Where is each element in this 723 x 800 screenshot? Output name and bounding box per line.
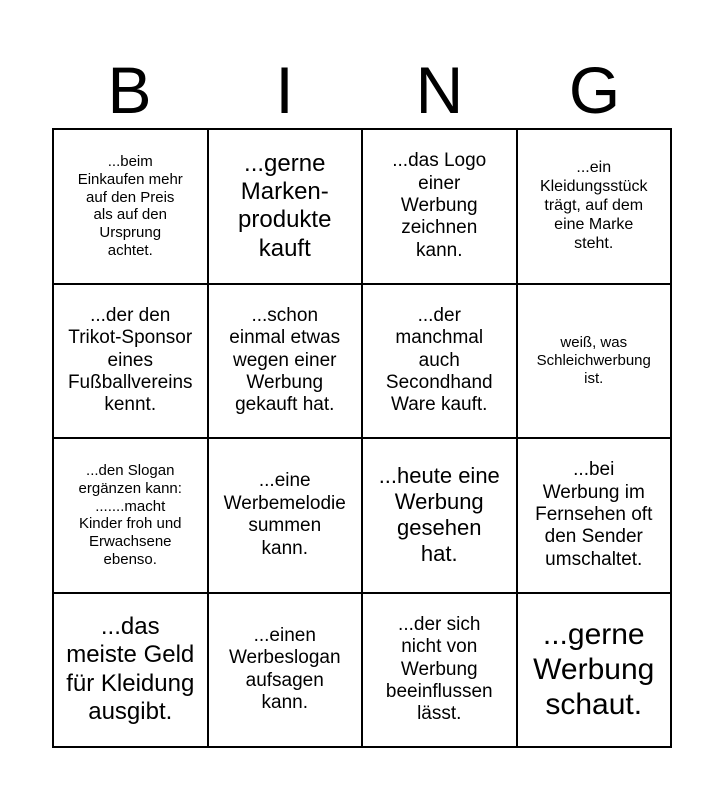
bingo-title bbox=[52, 52, 672, 128]
bingo-cell bbox=[54, 285, 209, 440]
bingo-cell bbox=[518, 285, 673, 440]
bingo-cell bbox=[54, 439, 209, 594]
cell-text: ...bei Werbung im Fernsehen oft den Sender umschaltet. bbox=[535, 459, 653, 570]
bingo-cell bbox=[363, 594, 518, 749]
cell-text: weiß, was Schleichwerbung ist. bbox=[536, 334, 651, 387]
bingo-cell bbox=[363, 439, 518, 594]
cell-text: ...schon einmal etwas wegen einer Werbung gekauft hat. bbox=[229, 304, 341, 416]
bingo-cell bbox=[363, 285, 518, 440]
cell-text: ...eine Werbemelodie summen kann. bbox=[223, 470, 346, 559]
bingo-cell bbox=[209, 594, 364, 749]
bingo-cell bbox=[209, 285, 364, 440]
bingo-cell bbox=[54, 594, 209, 749]
cell-text: ...heute eine Werbung gesehen hat. bbox=[378, 463, 500, 567]
bingo-cell bbox=[209, 130, 364, 285]
cell-text: ...der manchmal auch Secondhand Ware kauft. bbox=[385, 304, 493, 416]
title-letter-g: G bbox=[568, 53, 621, 127]
cell-text: ...der den Trikot-Sponsor eines Fußballvereins kennt. bbox=[67, 304, 193, 416]
bingo-cell bbox=[54, 130, 209, 285]
cell-text: ...gerne Werbung schaut. bbox=[533, 617, 655, 722]
cell-text: ...das meiste Geld für Kleidung ausgibt. bbox=[66, 613, 195, 726]
title-letter-i: I bbox=[275, 53, 294, 127]
cell-text: ...einen Werbeslogan aufsagen kann. bbox=[228, 624, 341, 714]
bingo-cell bbox=[518, 130, 673, 285]
cell-text: ...den Slogan ergänzen kann: .......macht Kinder froh und Erwachsene ebenso. bbox=[78, 462, 182, 568]
cell-text: ...das Logo einer Werbung zeichnen kann. bbox=[392, 150, 487, 261]
title-letter-b: B bbox=[107, 53, 152, 127]
cell-text: ...beim Einkaufen mehr auf den Preis als auf den Ursprung achtet. bbox=[77, 153, 183, 259]
cell-text: ...der sich nicht von Werbung beeinflussen lässt. bbox=[385, 613, 493, 725]
bingo-cell bbox=[518, 439, 673, 594]
bingo-cell bbox=[209, 439, 364, 594]
title-letter-n: N bbox=[415, 53, 464, 127]
cell-text: ...gerne Marken- produkte kauft bbox=[238, 149, 332, 262]
bingo-cell bbox=[363, 130, 518, 285]
bingo-grid bbox=[52, 128, 672, 748]
cell-text: ...ein Kleidungsstück trägt, auf dem eine Marke steht. bbox=[539, 159, 648, 252]
bingo-cell bbox=[518, 594, 673, 749]
